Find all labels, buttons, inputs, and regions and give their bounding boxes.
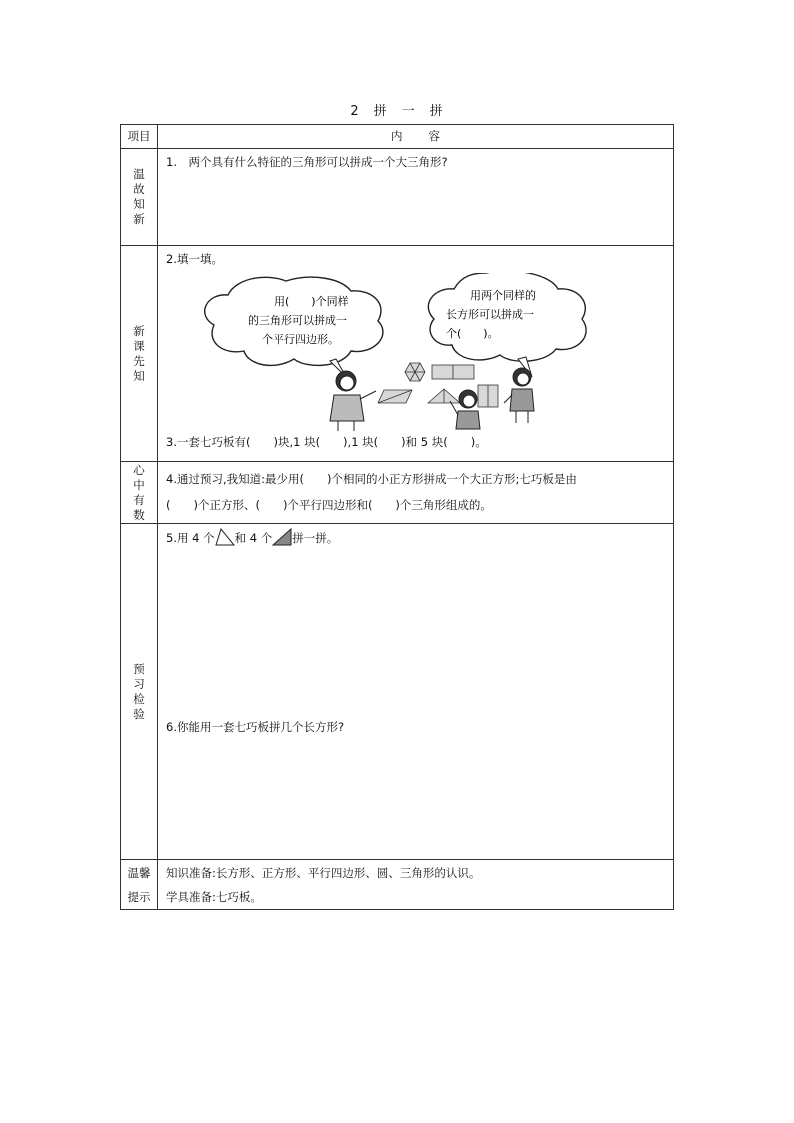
triangle-shape (428, 389, 460, 403)
mind-label: 心 中 有 数 (121, 462, 158, 524)
header-row (121, 125, 674, 149)
boy-figure-middle (450, 390, 480, 429)
check-row (121, 524, 674, 860)
illustration (166, 273, 676, 433)
right-bubble-line-3: 个( )。 (446, 327, 499, 340)
tips-line-2: 学具准备:七巧板。 (166, 890, 262, 904)
right-bubble-line-2: 长方形可以拼成一 (446, 308, 534, 321)
question-3: 3.一套七巧板有( )块,1 块( ),1 块( )和 5 块( )。 (166, 435, 487, 449)
hexagon-pattern (405, 363, 425, 381)
white-right-triangle-icon (215, 528, 235, 546)
question-2: 2.填一填。 (166, 252, 223, 266)
check-label: 预 习 检 验 (121, 524, 158, 860)
girl-figure (330, 371, 376, 431)
preview-row (121, 246, 674, 462)
preview-label: 新 课 先 知 (121, 246, 158, 462)
check-content (158, 524, 674, 860)
header-item-label: 项目 (121, 125, 158, 149)
mind-row (121, 462, 674, 524)
worksheet-table (120, 124, 674, 910)
question-4-line-2: ( )个正方形、( )个平行四边形和( )个三角形组成的。 (166, 498, 492, 512)
question-1: 1. 两个具有什么特征的三角形可以拼成一个大三角形? (166, 155, 448, 169)
gray-right-triangle-icon (272, 528, 292, 546)
preview-content (158, 246, 674, 462)
right-bubble-line-1: 用两个同样的 (470, 289, 536, 302)
tips-row (121, 860, 674, 910)
square-shape (478, 385, 498, 407)
tips-content (158, 860, 674, 910)
review-label: 温 故 知 新 (121, 149, 158, 246)
tips-label: 温馨 提示 (121, 860, 158, 910)
review-content (158, 149, 674, 246)
question-6: 6.你能用一套七巧板拼几个长方形? (166, 720, 345, 734)
tips-line-1: 知识准备:长方形、正方形、平行四边形、圆、三角形的认识。 (166, 866, 481, 880)
left-bubble-line-1: 用( )个同样 (274, 295, 349, 308)
left-bubble-line-3: 个平行四边形。 (262, 333, 339, 346)
parallelogram-shape (378, 390, 412, 403)
left-bubble-line-2: 的三角形可以拼成一 (248, 314, 347, 327)
question-4-line-1: 4.通过预习,我知道:最少用( )个相同的小正方形拼成一个大正方形;七巧板是由 (166, 472, 577, 486)
review-row (121, 149, 674, 246)
page-title: 2 拼 一 拼 (350, 104, 444, 119)
right-speech-bubble (428, 273, 586, 377)
boy-figure-right (504, 368, 534, 423)
question-5: 5.用 4 个 和 4 个 拼一拼。 (166, 528, 673, 548)
left-speech-bubble (205, 277, 383, 377)
mind-content (158, 462, 674, 524)
header-content-label: 内 容 (158, 125, 674, 149)
